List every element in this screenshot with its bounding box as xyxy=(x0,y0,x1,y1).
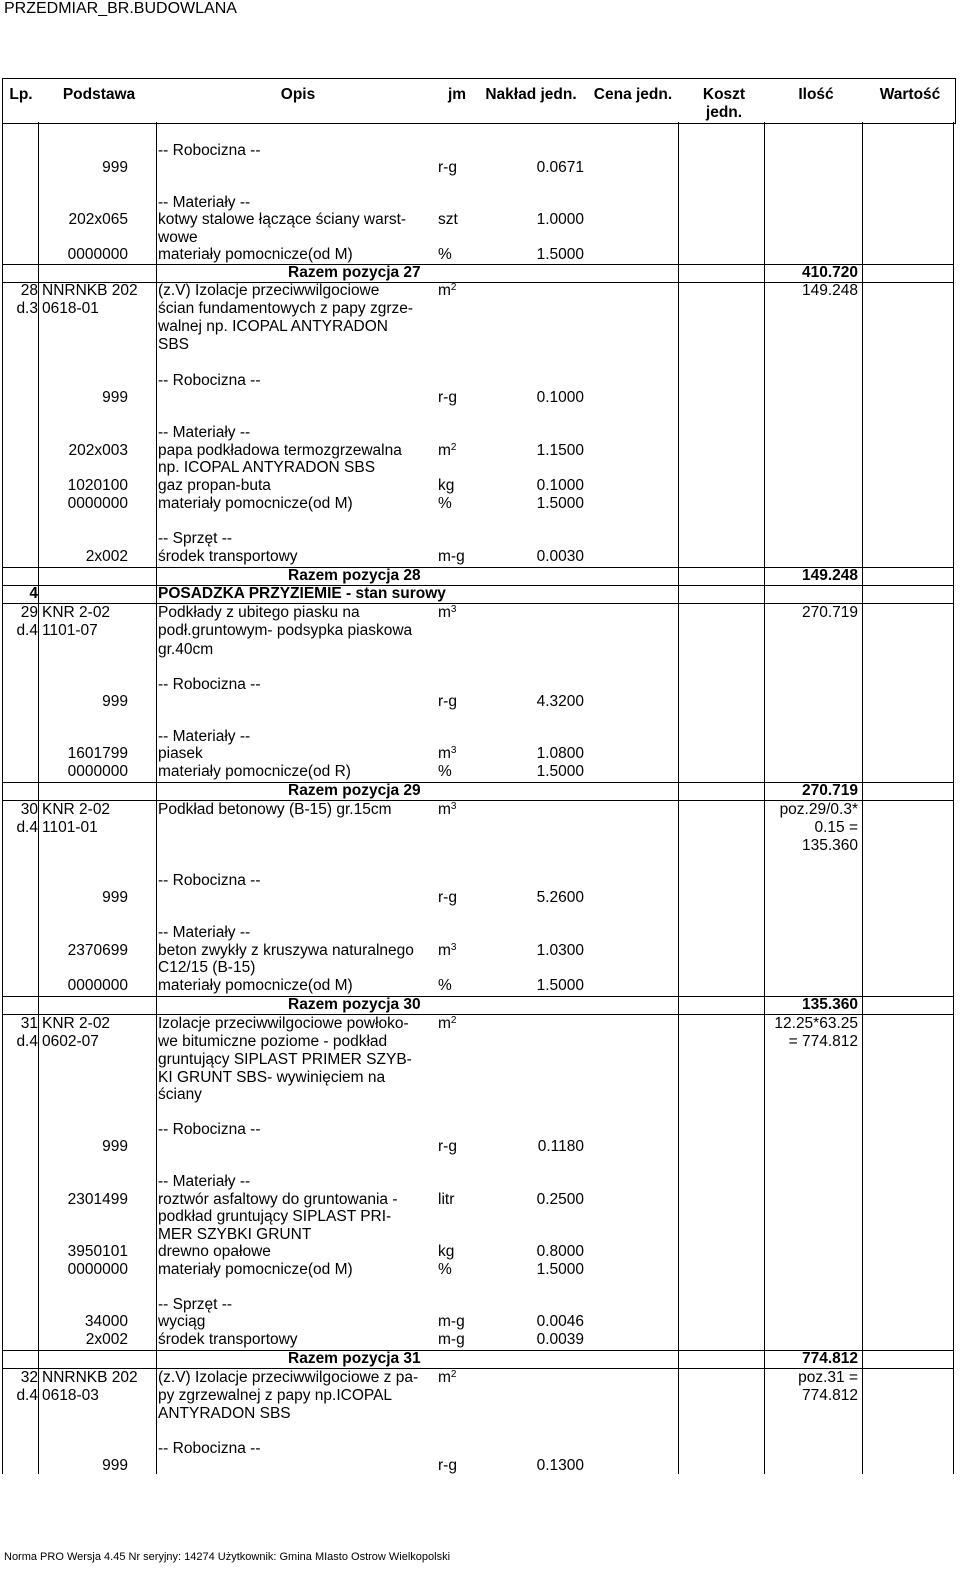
table-row xyxy=(0,1369,960,1387)
table-row xyxy=(0,604,960,622)
row-ilosc: 12.25*63.25 xyxy=(774,1015,858,1032)
row-lp: 31 xyxy=(20,1015,38,1032)
row-podstawa: 1101-07 xyxy=(42,622,98,639)
header-cena: Cena jedn. xyxy=(593,86,673,103)
table-row xyxy=(0,959,960,977)
header-ilosc: Ilość xyxy=(798,86,834,103)
row-naklad: 0.0671 xyxy=(536,159,584,176)
table-row xyxy=(0,211,960,229)
table-row xyxy=(0,318,960,336)
row-naklad: 5.2600 xyxy=(536,889,584,906)
row-resource-code: 2301499 xyxy=(67,1191,128,1208)
row-description: drewno opałowe xyxy=(158,1243,271,1260)
row-description: MER SZYBKI GRUNT xyxy=(158,1226,312,1243)
header-naklad: Nakład jedn. xyxy=(485,86,577,103)
row-description: Podkład betonowy (B-15) gr.15cm xyxy=(158,801,392,818)
table-row xyxy=(0,782,960,800)
row-lp: 29 xyxy=(20,604,38,621)
row-description: (z.V) Izolacje przeciwwilgociowe z pa- xyxy=(158,1369,419,1386)
table-row xyxy=(0,1208,960,1226)
table-row xyxy=(0,1051,960,1069)
row-naklad: 0.0046 xyxy=(536,1313,584,1330)
row-unit: r-g xyxy=(438,159,457,176)
row-description: -- Sprzęt -- xyxy=(158,530,233,547)
row-ilosc: 149.248 xyxy=(801,282,858,299)
table-row xyxy=(0,924,960,942)
row-description: wowe xyxy=(158,229,198,246)
table-row xyxy=(0,1261,960,1279)
row-podstawa: 0602-07 xyxy=(42,1033,99,1050)
row-description: materiały pomocnicze(od M) xyxy=(158,246,353,263)
row-resource-code: 999 xyxy=(102,389,128,406)
row-unit: % xyxy=(438,977,452,994)
row-description: roztwór asfaltowy do gruntowania - xyxy=(158,1191,398,1208)
row-description: gruntujący SIPLAST PRIMER SZYB- xyxy=(158,1051,412,1068)
row-lp: d.4 xyxy=(16,819,38,836)
table-row xyxy=(0,996,960,1014)
row-naklad: 0.1300 xyxy=(536,1457,584,1474)
row-description: (z.V) Izolacje przeciwwilgociowe xyxy=(158,282,380,299)
row-description: we bitumiczne poziome - podkład xyxy=(158,1033,388,1050)
row-unit: r-g xyxy=(438,889,457,906)
row-description: środek transportowy xyxy=(158,548,298,565)
row-summary-value: 270.719 xyxy=(801,782,858,799)
table-row xyxy=(0,229,960,247)
row-unit: $m^3$ xyxy=(438,604,457,621)
table-row xyxy=(0,1015,960,1033)
row-unit: % xyxy=(438,246,452,263)
row-ilosc: 270.719 xyxy=(801,604,858,621)
row-podstawa: KNR 2-02 xyxy=(42,801,111,818)
footer-text: Norma PRO Wersja 4.45 Nr seryjny: 14274 Użytkownik: Gmina MIasto Ostrow Wielkopolski xyxy=(4,1551,451,1563)
row-resource-code: 0000000 xyxy=(67,763,128,780)
row-lp: d.4 xyxy=(16,622,38,639)
row-podstawa: KNR 2-02 xyxy=(42,604,111,621)
row-resource-code: 999 xyxy=(102,1138,128,1155)
row-ilosc: = 774.812 xyxy=(788,1033,858,1050)
header-wartosc: Wartość xyxy=(879,86,941,103)
row-naklad: 1.5000 xyxy=(536,1261,584,1278)
table-row xyxy=(0,142,960,160)
row-resource-code: 2370699 xyxy=(67,942,128,959)
row-unit: $m^2$ xyxy=(438,1015,457,1032)
row-section-number: 4 xyxy=(29,585,38,602)
row-description: -- Sprzęt -- xyxy=(158,1296,233,1313)
row-lp: d.3 xyxy=(16,300,38,317)
row-resource-code: 202x003 xyxy=(68,442,128,459)
row-podstawa: KNR 2-02 xyxy=(42,1015,111,1032)
row-podstawa: 1101-01 xyxy=(42,819,98,836)
table-row xyxy=(0,872,960,890)
row-summary-label: Razem pozycja 28 xyxy=(288,567,421,584)
row-naklad: 1.0000 xyxy=(536,211,584,228)
table-row xyxy=(0,264,960,282)
row-description: -- Materiały -- xyxy=(158,1173,251,1190)
row-resource-code: 1601799 xyxy=(67,745,128,762)
row-naklad: 1.5000 xyxy=(536,495,584,512)
row-resource-code: 999 xyxy=(102,1457,128,1474)
row-description: Podkłady z ubitego piasku na xyxy=(158,604,360,621)
row-resource-code: 2x002 xyxy=(85,1331,128,1348)
table-header xyxy=(2,78,956,124)
row-unit: r-g xyxy=(438,693,457,710)
row-unit: m-g xyxy=(438,548,465,565)
table-row xyxy=(0,300,960,318)
table-row xyxy=(0,567,960,585)
row-section-title: POSADZKA PRZYZIEMIE - stan surowy xyxy=(158,585,446,602)
row-description: -- Robocizna -- xyxy=(158,676,261,693)
row-unit: % xyxy=(438,1261,452,1278)
table-row xyxy=(0,641,960,659)
header-podstawa: Podstawa xyxy=(62,86,136,103)
row-unit: m-g xyxy=(438,1313,465,1330)
row-description: np. ICOPAL ANTYRADON SBS xyxy=(158,459,376,476)
row-resource-code: 999 xyxy=(102,159,128,176)
row-description: ANTYRADON SBS xyxy=(158,1405,291,1422)
row-description: piasek xyxy=(158,745,203,762)
row-description: gr.40cm xyxy=(158,641,214,658)
row-naklad: 0.0039 xyxy=(536,1331,584,1348)
row-summary-label: Razem pozycja 31 xyxy=(288,1350,421,1367)
table-row xyxy=(0,942,960,960)
row-description: -- Robocizna -- xyxy=(158,142,261,159)
row-description: materiały pomocnicze(od M) xyxy=(158,495,353,512)
row-podstawa: 0618-01 xyxy=(42,300,99,317)
table-row xyxy=(0,728,960,746)
header-opis: Opis xyxy=(280,86,316,103)
row-description: materiały pomocnicze(od M) xyxy=(158,977,353,994)
row-description: KI GRUNT SBS- wywinięciem na xyxy=(158,1069,386,1086)
table-row xyxy=(0,889,960,907)
row-unit: m-g xyxy=(438,1331,465,1348)
row-description: ścian fundamentowych z papy zgrze- xyxy=(158,300,414,317)
row-description: SBS xyxy=(158,336,190,353)
row-resource-code: 34000 xyxy=(84,1313,128,1330)
row-description: papa podkładowa termozgrzewalna xyxy=(158,442,402,459)
row-description: -- Robocizna -- xyxy=(158,1440,261,1457)
row-naklad: 0.1000 xyxy=(536,477,584,494)
row-ilosc: poz.31 = xyxy=(798,1369,858,1386)
table-row xyxy=(0,1138,960,1156)
table-row xyxy=(0,763,960,781)
row-description: wyciąg xyxy=(158,1313,206,1330)
row-description: materiały pomocnicze(od M) xyxy=(158,1261,353,1278)
row-description: podł.gruntowym- podsypka piaskowa xyxy=(158,622,413,639)
row-naklad: 1.1500 xyxy=(536,442,584,459)
table-row xyxy=(0,585,960,603)
row-podstawa: 0618-03 xyxy=(42,1387,99,1404)
row-naklad: 4.3200 xyxy=(536,693,584,710)
row-naklad: 0.1180 xyxy=(537,1138,584,1155)
row-naklad: 0.8000 xyxy=(536,1243,584,1260)
table-row xyxy=(0,389,960,407)
row-podstawa: NNRNKB 202 xyxy=(42,282,138,299)
table-row xyxy=(0,1440,960,1458)
row-naklad: 1.5000 xyxy=(536,246,584,263)
row-description: C12/15 (B-15) xyxy=(158,959,256,976)
row-lp: 28 xyxy=(20,282,38,299)
row-ilosc: poz.29/0.3* xyxy=(779,801,858,818)
header-koszt-line2: jedn. xyxy=(705,104,743,121)
row-ilosc: 135.360 xyxy=(801,837,858,854)
row-lp: 32 xyxy=(20,1369,38,1386)
table-row xyxy=(0,442,960,460)
row-description: podkład gruntujący SIPLAST PRI- xyxy=(158,1208,392,1225)
header-koszt xyxy=(681,79,767,123)
row-description: środek transportowy xyxy=(158,1331,298,1348)
row-description: -- Robocizna -- xyxy=(158,872,261,889)
row-unit: r-g xyxy=(438,1457,457,1474)
row-resource-code: 0000000 xyxy=(67,495,128,512)
row-summary-value: 774.812 xyxy=(801,1350,858,1367)
table-row xyxy=(0,372,960,390)
row-naklad: 0.2500 xyxy=(536,1191,584,1208)
header-lp: Lp. xyxy=(9,86,33,103)
table-row xyxy=(0,977,960,995)
row-description: py zgrzewalnej z papy np.ICOPAL xyxy=(158,1387,393,1404)
table-row xyxy=(0,837,960,855)
row-description: materiały pomocnicze(od R) xyxy=(158,763,351,780)
row-naklad: 1.0300 xyxy=(536,942,584,959)
table-row xyxy=(0,1405,960,1423)
row-ilosc: 0.15 = xyxy=(814,819,858,836)
table-row xyxy=(0,1033,960,1051)
row-unit: $m^3$ xyxy=(438,801,457,818)
table-row xyxy=(0,159,960,177)
row-description: -- Materiały -- xyxy=(158,194,251,211)
row-lp: 30 xyxy=(20,801,38,818)
table-row xyxy=(0,1313,960,1331)
header-jm: jm xyxy=(447,86,467,103)
row-resource-code: 202x065 xyxy=(68,211,128,228)
row-unit: litr xyxy=(438,1191,455,1208)
row-summary-value: 410.720 xyxy=(801,264,858,281)
row-naklad: 1.5000 xyxy=(536,763,584,780)
row-description: -- Materiały -- xyxy=(158,924,251,941)
row-lp: d.4 xyxy=(16,1387,38,1404)
table-row xyxy=(0,1350,960,1368)
table-row xyxy=(0,459,960,477)
row-resource-code: 2x002 xyxy=(85,548,128,565)
table-row xyxy=(0,1387,960,1405)
document-title: PRZEDMIAR_BR.BUDOWLANA xyxy=(4,0,237,17)
table-row xyxy=(0,282,960,300)
row-description: Izolacje przeciwwilgociowe powłoko- xyxy=(158,1015,409,1032)
table-row xyxy=(0,530,960,548)
row-summary-label: Razem pozycja 30 xyxy=(288,996,421,1013)
table-row xyxy=(0,336,960,354)
row-resource-code: 999 xyxy=(102,693,128,710)
row-summary-label: Razem pozycja 27 xyxy=(288,264,421,281)
row-resource-code: 3950101 xyxy=(67,1243,128,1260)
row-description: -- Materiały -- xyxy=(158,728,251,745)
row-unit: $m^2$ xyxy=(438,1369,457,1386)
row-description: gaz propan-buta xyxy=(158,477,271,494)
table-row xyxy=(0,622,960,640)
row-unit: kg xyxy=(438,477,455,494)
table-row xyxy=(0,548,960,566)
row-naklad: 1.0800 xyxy=(536,745,584,762)
row-podstawa: NNRNKB 202 xyxy=(42,1369,138,1386)
row-summary-value: 135.360 xyxy=(801,996,858,1013)
row-resource-code: 0000000 xyxy=(67,1261,128,1278)
table-row xyxy=(0,693,960,711)
row-description: beton zwykły z kruszywa naturalnego xyxy=(158,942,414,959)
table-row xyxy=(0,1069,960,1087)
table-row xyxy=(0,1296,960,1314)
table-row xyxy=(0,1331,960,1349)
table-row xyxy=(0,246,960,264)
row-unit: r-g xyxy=(438,389,457,406)
row-unit: $m^3$ xyxy=(438,942,457,959)
row-description: -- Robocizna -- xyxy=(158,1121,261,1138)
table-row xyxy=(0,1243,960,1261)
row-unit: % xyxy=(438,763,452,780)
row-naklad: 0.1000 xyxy=(536,389,584,406)
row-unit: kg xyxy=(438,1243,455,1260)
row-unit: $m^3$ xyxy=(438,745,457,762)
row-unit: r-g xyxy=(438,1138,457,1155)
table-row xyxy=(0,495,960,513)
row-unit: szt xyxy=(438,211,458,228)
table-row xyxy=(0,1457,960,1475)
table-row xyxy=(0,801,960,819)
row-naklad: 0.0030 xyxy=(536,548,584,565)
table-row xyxy=(0,1226,960,1244)
row-summary-value: 149.248 xyxy=(801,567,858,584)
row-description: walnej np. ICOPAL ANTYRADON xyxy=(158,318,388,335)
table-row xyxy=(0,477,960,495)
row-description: kotwy stalowe łączące ściany warst- xyxy=(158,211,407,228)
header-koszt-line1: Koszt xyxy=(702,86,746,103)
row-resource-code: 1020100 xyxy=(67,477,128,494)
table-row xyxy=(0,1191,960,1209)
table-row xyxy=(0,1121,960,1139)
table-row xyxy=(0,745,960,763)
row-resource-code: 0000000 xyxy=(67,977,128,994)
row-description: -- Robocizna -- xyxy=(158,372,261,389)
table-row xyxy=(0,676,960,694)
row-lp: d.4 xyxy=(16,1033,38,1050)
row-resource-code: 999 xyxy=(102,889,128,906)
row-description: -- Materiały -- xyxy=(158,424,251,441)
row-unit: $m^2$ xyxy=(438,282,457,299)
row-resource-code: 0000000 xyxy=(67,246,128,263)
table-row xyxy=(0,1173,960,1191)
row-unit: % xyxy=(438,495,452,512)
row-ilosc: 774.812 xyxy=(801,1387,858,1404)
row-unit: $m^2$ xyxy=(438,442,457,459)
row-naklad: 1.5000 xyxy=(536,977,584,994)
table-row xyxy=(0,424,960,442)
table-row xyxy=(0,819,960,837)
table-row xyxy=(0,194,960,212)
row-summary-label: Razem pozycja 29 xyxy=(288,782,421,799)
row-description: ściany xyxy=(158,1086,202,1103)
table-row xyxy=(0,1086,960,1104)
